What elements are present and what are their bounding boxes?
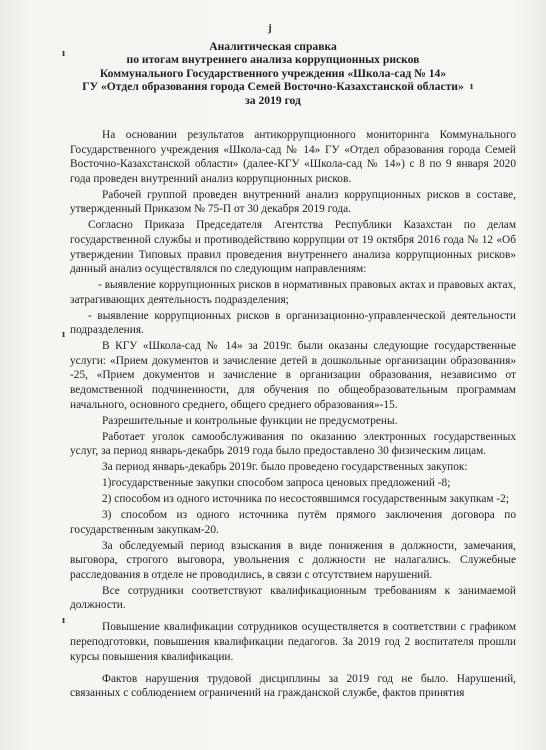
top-mark: ј	[268, 22, 272, 34]
paragraph: На основании результатов антикоррупционного мониторинга Коммунального Государственного учреждения «Школа-сад № 14» ГУ «Отдел образования города Семей Восточно-Казахстанской области» (далее-КГУ «Школа-сад № 14») с 8 по 9 января 2020 года проведен внутренний анализ коррупционных рисков.	[70, 129, 516, 185]
list-item: - выявление коррупционных рисков в нормативных правовых актах и правовых актах, затрагивающих деятельность подразделения;	[70, 279, 516, 306]
header-title: Аналитическая справка	[209, 40, 337, 53]
paragraph: Рабочей группой проведен внутренний анализ коррупционных рисков в составе, утвержденный Приказом № 75-П от 30 декабря 2019 года.	[70, 188, 516, 216]
paragraph: За период январь-декабрь 2019г. было проведено государственных закупок:	[102, 461, 468, 474]
margin-mark: ı	[62, 328, 66, 340]
list-item: 1)государственные закупки способом запроса ценовых предложений -8;	[102, 477, 451, 490]
paragraph: Работает уголок самообслуживания по оказанию электронных государственных услуг, за период январь-декабрь 2019 года было предоставлено 30 физическим лицам.	[70, 430, 516, 458]
document-header	[0, 40, 546, 107]
header-department: ГУ «Отдел образования города Семей Восточно-Казахстанской области»	[82, 80, 464, 94]
paragraph: Все сотрудники соответствуют квалификационным требованиям к занимаемой должности.	[70, 584, 516, 612]
paragraph: Разрешительные и контрольные функции не предусмотрены.	[102, 414, 398, 427]
paragraph: Согласно Приказа Председателя Агентства Республики Казахстан по делам государственной службы и противодействию коррупции от 19 октября 2016 года № 12 «Об утверждении Типовых правил проведения внутреннего анализа коррупционных рисков» данный анализ осуществлялся по следующим направлениям:	[70, 219, 516, 276]
header-organization: Коммунального Государственного учреждения «Школа-сад № 14»	[99, 66, 447, 80]
margin-mark: ı	[62, 47, 66, 59]
document-body	[70, 128, 516, 702]
margin-mark: ı	[470, 80, 474, 92]
paragraph: За обследуемый период взыскания в виде понижения в должности, замечания, выговора, строгого выговора, увольнения с должности не налагались. Служебные расследования в отделе не проводились, в связи с отсутствием нарушений.	[70, 539, 516, 581]
paragraph: Фактов нарушения трудовой дисциплины за 2019 год не было. Нарушений, связанных с соблюдением ограничений на гражданской службе, фактов принятия	[70, 672, 516, 700]
paragraph: Повышение квалификации сотрудников осуществляется в соответствии с графиком переподготовки, повышения квалификации педагогов. За 2019 год 2 воспитателя прошли курсы повышения квалификации.	[70, 621, 516, 663]
list-item: 2) способом из одного источника по несостоявшимся государственным закупкам -2;	[102, 493, 510, 506]
list-item: 3) способом из одного источника путём прямого заключения договора по государственным закупкам-20.	[70, 509, 516, 536]
list-item: - выявление коррупционных рисков в организационно-управленческой деятельности подразделения.	[70, 309, 516, 337]
header-year: за 2019 год	[245, 93, 301, 107]
paragraph: В КГУ «Школа-сад № 14» за 2019г. были оказаны следующие государственные услуги: «Прием документов и зачисление детей в дошкольные организации образования» -25, «Прием документов и зачисление в организации образования, независимо от ведомственной подчиненности, для обучения по общеобразовательным программам начального, основного среднего, общего среднего образования»-15.	[70, 340, 516, 411]
margin-mark: ı	[62, 614, 66, 626]
header-subtitle: по итогам внутреннего анализа коррупционных рисков	[126, 53, 420, 67]
